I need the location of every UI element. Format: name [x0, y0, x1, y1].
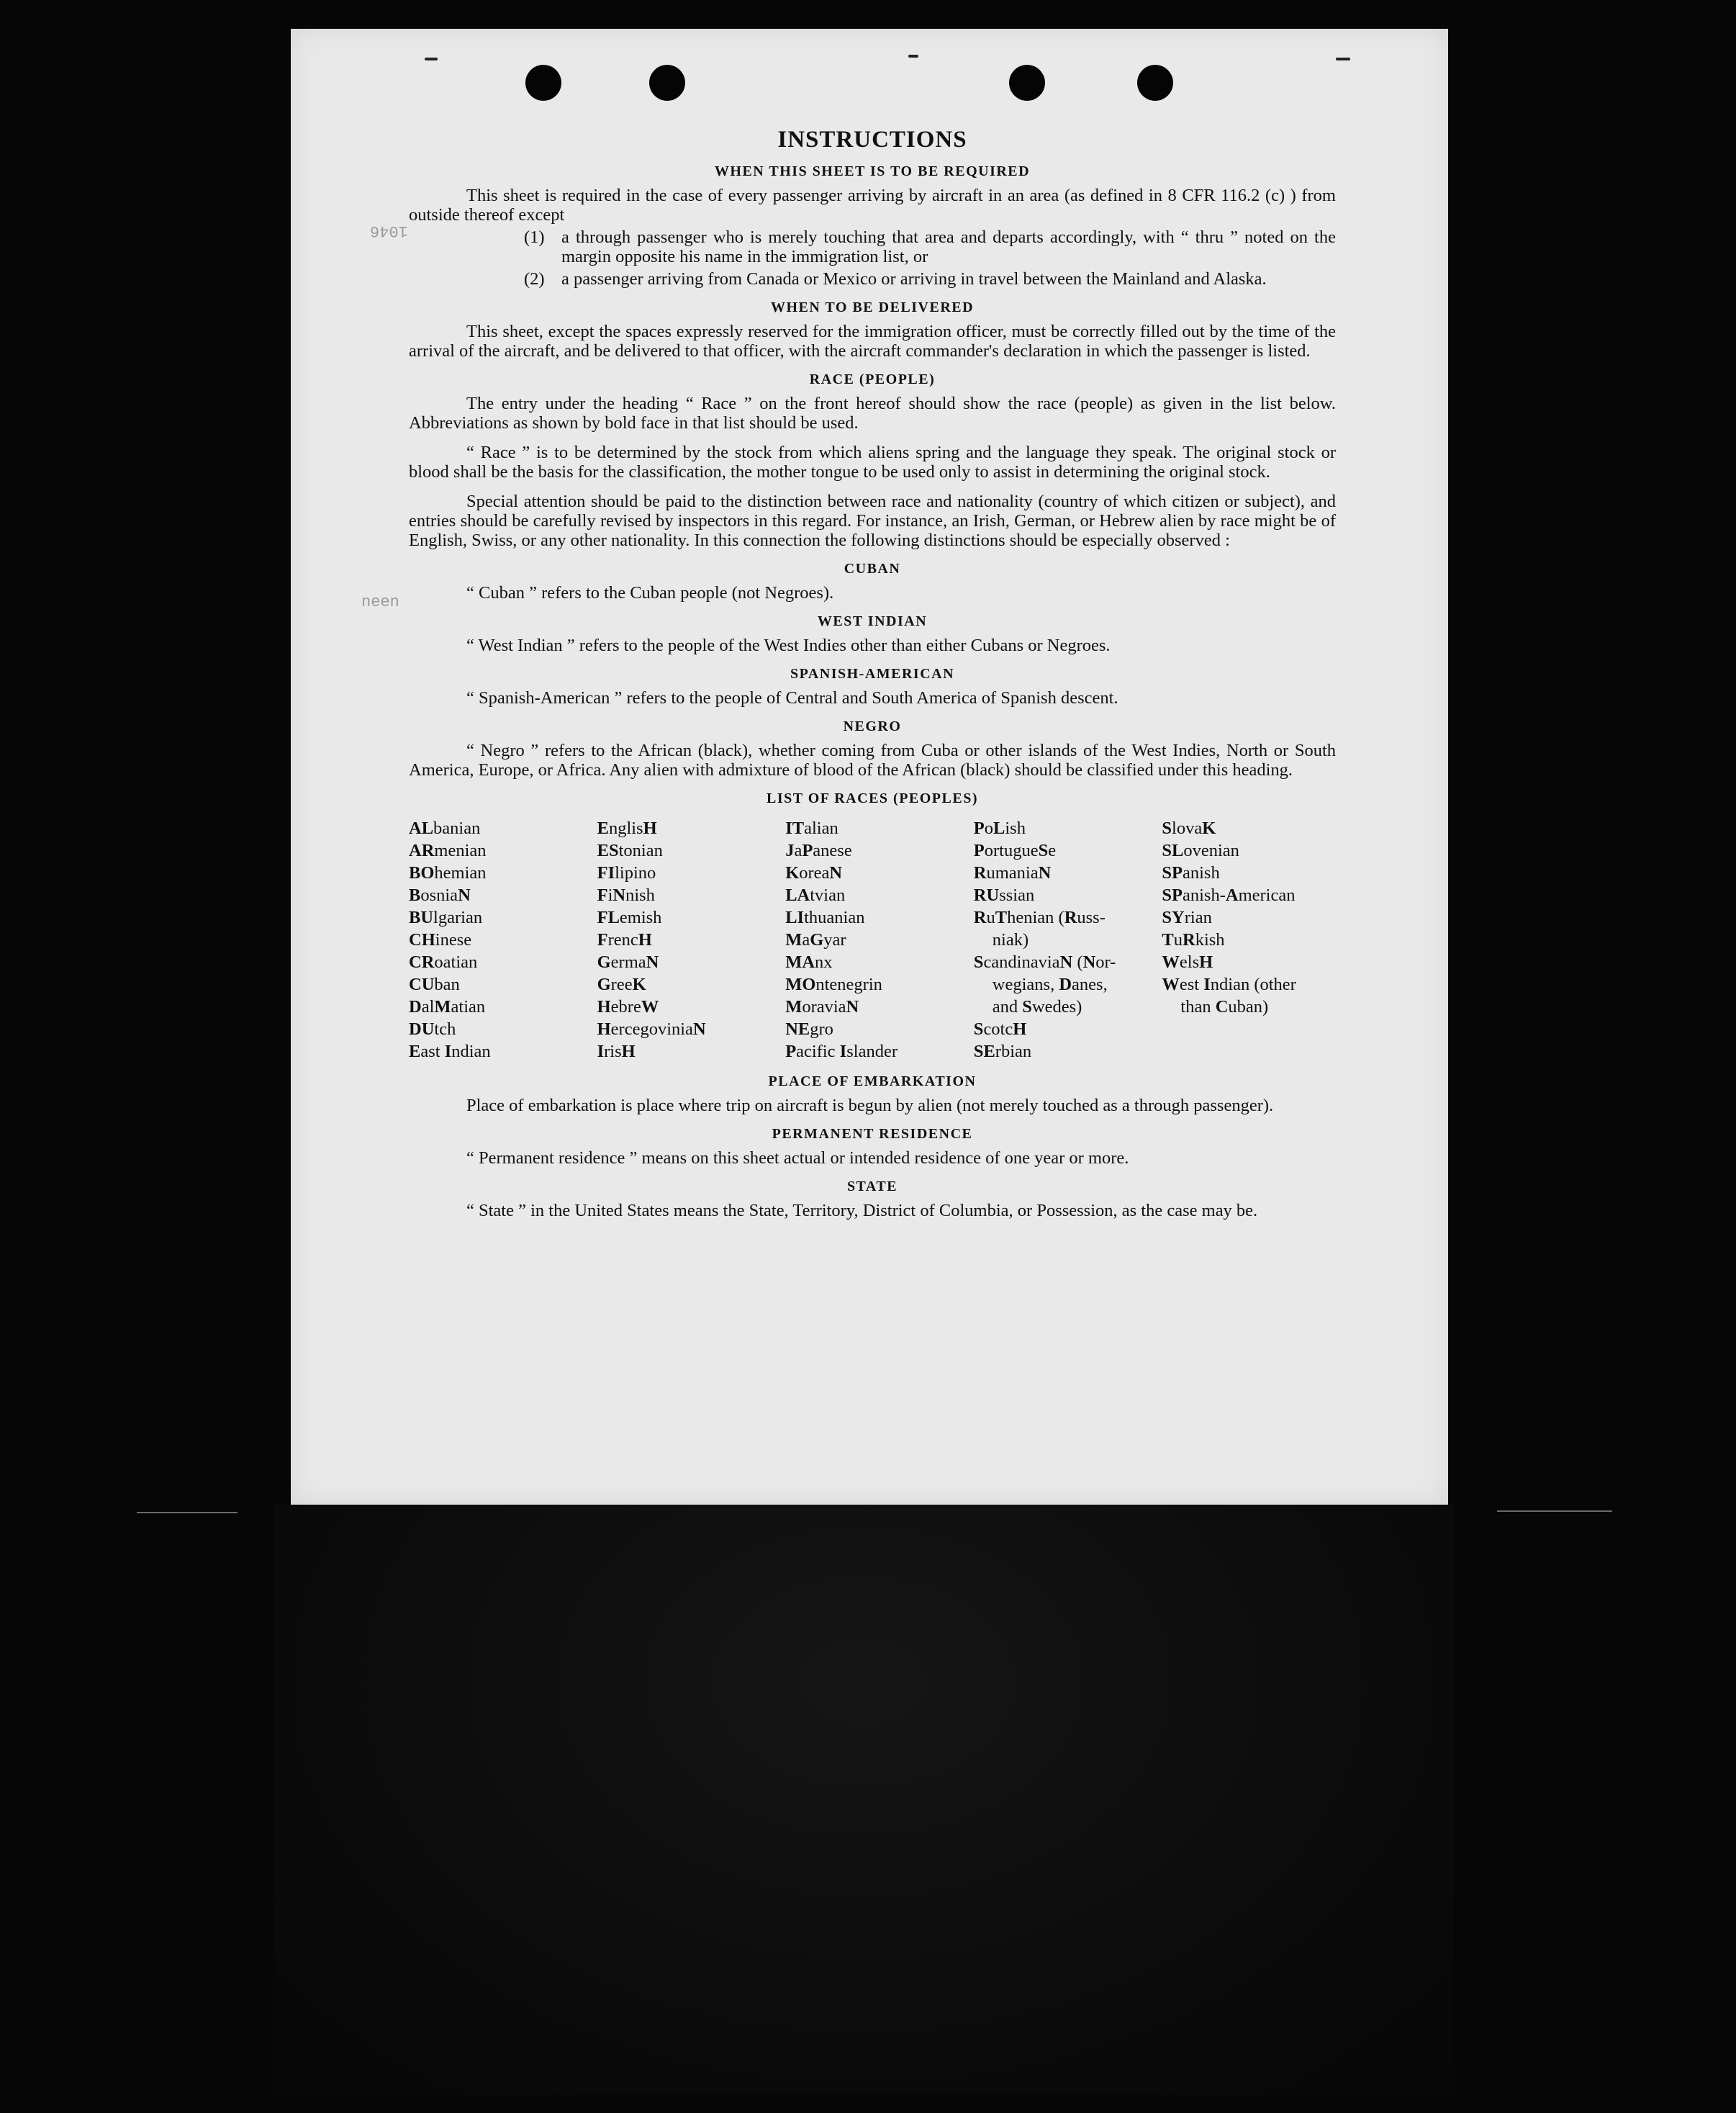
- race-entry: TuRkish: [1162, 930, 1225, 950]
- punch-hole: [1009, 65, 1045, 101]
- punch-hole: [1137, 65, 1173, 101]
- section-heading: STATE: [846, 1179, 898, 1194]
- race-entry: BUlgarian: [409, 908, 483, 927]
- race-entry: SYrian: [1162, 908, 1212, 927]
- race-entry: MaGyar: [785, 930, 846, 950]
- race-entry: LIthuanian: [785, 908, 865, 927]
- race-entry: CHinese: [409, 930, 472, 950]
- section-heading: LIST OF RACES (PEOPLES): [766, 790, 978, 806]
- paragraph: “ Spanish-American ” refers to the people of Central and South America of Spanish descent.: [466, 688, 1118, 708]
- race-entry: SErbian: [973, 1042, 1032, 1061]
- paragraph: “ State ” in the United States means the State, Territory, District of Columbia, or Possession, as the case may be.: [466, 1201, 1258, 1220]
- race-entry: MoraviaN: [785, 997, 859, 1017]
- race-entry: SLovenian: [1162, 841, 1239, 860]
- race-entry: GreeK: [597, 975, 646, 994]
- race-entry: FIlipino: [597, 863, 656, 883]
- race-entry: PoLish: [973, 819, 1026, 838]
- race-entry: MOntenegrin: [785, 975, 882, 994]
- paragraph: Place of embarkation is place where trip on aircraft is begun by alien (not merely touched as a through passenger).: [466, 1096, 1274, 1115]
- section-heading: WHEN THIS SHEET IS TO BE REQUIRED: [714, 163, 1031, 179]
- race-entry: WelsH: [1162, 952, 1213, 972]
- race-entry: GermaN: [597, 952, 659, 972]
- paragraph: “ Race ” is to be determined by the stock from which aliens spring and the language they speak. The original stock or blood shall be the basis for the classification, the mother tongue to be used only to assist in determining the original stock.: [409, 443, 1336, 482]
- section-heading: NEGRO: [843, 718, 902, 734]
- race-entry: LAtvian: [785, 886, 846, 905]
- section-heading: WHEN TO BE DELIVERED: [770, 299, 975, 315]
- item-number: (2): [524, 269, 545, 289]
- race-entry: ARmenian: [409, 841, 487, 860]
- race-entry: ScotcH: [973, 1019, 1027, 1039]
- race-entry: SPanish-American: [1162, 886, 1296, 905]
- section-heading: PLACE OF EMBARKATION: [768, 1073, 977, 1089]
- punch-hole: [649, 65, 685, 101]
- races-column: [1162, 817, 1336, 1063]
- paragraph: The entry under the heading “ Race ” on the front hereof should show the race (people) as given in the list below. Abbreviations as shown by bold face in that list should be used.: [409, 394, 1336, 433]
- scan-edge-line: [137, 1512, 238, 1513]
- paragraph: “ Cuban ” refers to the Cuban people (not Negroes).: [466, 583, 834, 603]
- paragraph: “ West Indian ” refers to the people of the West Indies other than either Cubans or Negroes.: [466, 636, 1111, 655]
- paragraph: This sheet, except the spaces expressly reserved for the immigration officer, must be correctly filled out by the time of the arrival of the aircraft, and be delivered to that officer, with the aircraft commander's declaration in which the passenger is listed.: [409, 322, 1336, 361]
- scan-edge-line: [1497, 1510, 1612, 1512]
- race-entry: MAnx: [785, 952, 833, 972]
- race-entry: ScandinaviaN (Nor-: [973, 952, 1116, 972]
- scan-speck: [908, 55, 918, 58]
- scan-speck: [1336, 58, 1350, 60]
- race-entry: RumaniaN: [973, 863, 1052, 883]
- list-item: [524, 269, 1336, 289]
- race-entry: DUtch: [409, 1019, 456, 1039]
- punch-hole: [525, 65, 561, 101]
- race-entry: PortugueSe: [973, 841, 1057, 860]
- races-column: [974, 817, 1148, 1063]
- race-entry: SlovaK: [1162, 819, 1216, 838]
- race-entry: DalMatian: [409, 997, 486, 1017]
- races-table: [409, 817, 1336, 1063]
- race-entry: NEgro: [785, 1019, 833, 1039]
- race-entry: ALbanian: [409, 819, 481, 838]
- paragraph: This sheet is required in the case of every passenger arriving by aircraft in an area (as defined in 8 CFR 116.2 (c) ) from outside thereof except: [409, 186, 1336, 225]
- race-entry: CUban: [409, 975, 460, 994]
- race-entry: CRoatian: [409, 952, 478, 972]
- race-entry: niak): [992, 930, 1029, 950]
- section-heading: PERMANENT RESIDENCE: [772, 1126, 973, 1142]
- races-column: [597, 817, 772, 1063]
- race-entry: EStonian: [597, 841, 663, 860]
- document-page: [291, 29, 1448, 1505]
- race-entry: HebreW: [597, 997, 659, 1017]
- race-entry: Pacific Islander: [785, 1042, 898, 1061]
- section-heading: RACE (PEOPLE): [809, 371, 936, 387]
- instructions-content: [409, 127, 1336, 1220]
- race-entry: EnglisH: [597, 819, 657, 838]
- race-entry: and Swedes): [992, 997, 1082, 1017]
- section-heading: SPANISH-AMERICAN: [790, 666, 955, 682]
- section-heading: CUBAN: [844, 561, 901, 577]
- race-entry: RuThenian (Russ-: [973, 908, 1106, 927]
- races-column: [785, 817, 959, 1063]
- race-entry: wegians, Danes,: [992, 975, 1108, 994]
- race-entry: HercegoviniaN: [597, 1019, 706, 1039]
- race-entry: SPanish: [1162, 863, 1220, 883]
- race-entry: BosniaN: [409, 886, 471, 905]
- race-entry: IrisH: [597, 1042, 636, 1061]
- margin-mark: neen: [361, 593, 399, 611]
- race-entry: FLemish: [597, 908, 662, 927]
- race-entry: BOhemian: [409, 863, 487, 883]
- race-entry: FiNnish: [597, 886, 655, 905]
- item-number: (1): [524, 227, 545, 247]
- paragraph: “ Negro ” refers to the African (black), whether coming from Cuba or other islands of the West Indies, North or South America, Europe, or Africa. Any alien with admixture of blood of the African (black) should be classified under this heading.: [409, 741, 1336, 780]
- race-entry: East Indian: [409, 1042, 491, 1061]
- race-entry: RUssian: [973, 886, 1035, 905]
- race-entry: than Cuban): [1180, 997, 1269, 1017]
- paragraph: “ Permanent residence ” means on this sheet actual or intended residence of one year or more.: [466, 1148, 1129, 1168]
- race-entry: KoreaN: [785, 863, 843, 883]
- scan-speck: [425, 58, 438, 60]
- item-text: a passenger arriving from Canada or Mexico or arriving in travel between the Mainland and Alaska.: [561, 269, 1267, 289]
- race-entry: FrencH: [597, 930, 652, 950]
- list-item: [524, 227, 1336, 266]
- page-title: INSTRUCTIONS: [777, 127, 967, 153]
- race-entry: JaPanese: [785, 841, 852, 860]
- race-entry: West Indian (other: [1162, 975, 1296, 994]
- section-heading: WEST INDIAN: [817, 613, 928, 629]
- races-column: [409, 817, 583, 1063]
- margin-mark: 1046: [370, 222, 408, 240]
- race-entry: ITalian: [785, 819, 838, 838]
- paragraph: Special attention should be paid to the distinction between race and nationality (country of which citizen or subject), and entries should be carefully revised by inspectors in this regard. For instance, an Irish, German, or Hebrew alien by race might be of English, Swiss, or any other nationality. In this connection the following distinctions should be especially observed :: [409, 492, 1336, 550]
- scan-background: [273, 1505, 1454, 2095]
- item-text: a through passenger who is merely touching that area and departs accordingly, with “ thru ” noted on the margin opposite his name in the immigration list, or: [561, 227, 1336, 266]
